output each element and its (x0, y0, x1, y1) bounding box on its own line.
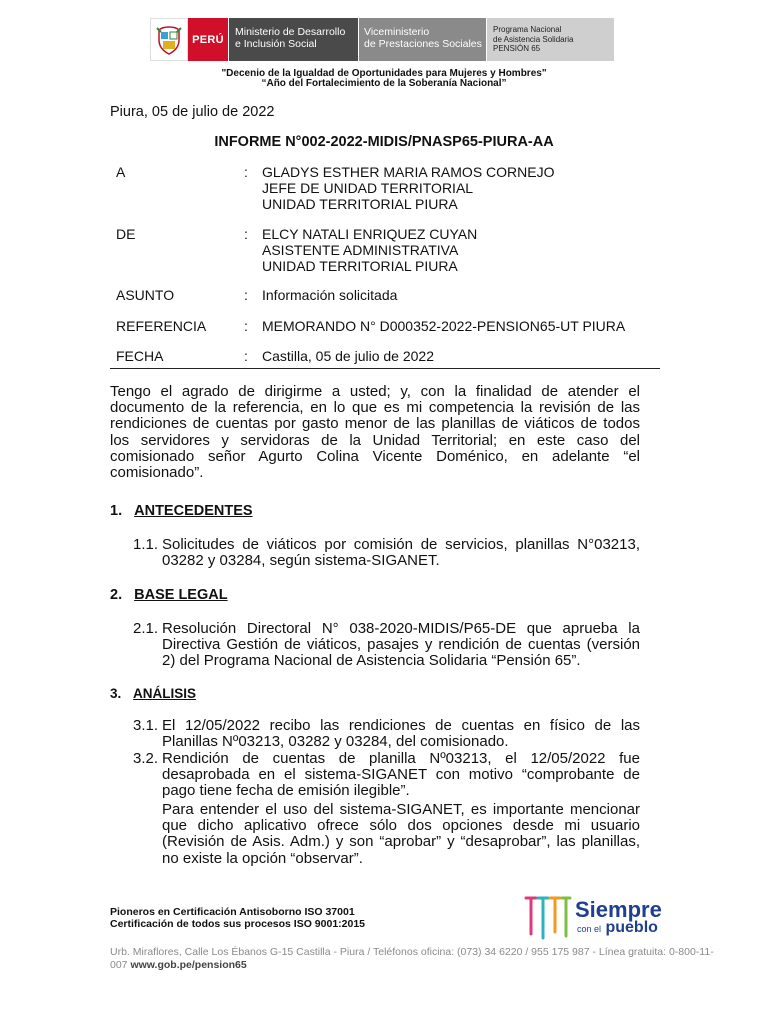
meta-label-a: A (116, 164, 126, 180)
header-divider (110, 368, 660, 369)
meta-value-a (262, 164, 555, 212)
meta-value-referencia: MEMORANDO N° D000352-2022-PENSION65-UT PIURA (262, 318, 626, 334)
meta-label-fecha: FECHA (116, 348, 164, 364)
section-title: ANTECEDENTES (134, 503, 253, 519)
program-line: PENSIÓN 65 (493, 44, 541, 53)
ministry-line: Ministerio de Desarrollo (235, 26, 346, 38)
siempre-logo-icon (522, 894, 572, 942)
section-number: 3. (110, 686, 122, 701)
meta-colon: : (244, 348, 248, 364)
section-title: ANÁLISIS (133, 686, 197, 701)
program-line: Programa Nacional (493, 25, 562, 34)
logo-sub-large: pueblo (605, 919, 658, 936)
item-text: Resolución Directoral N° 038-2020-MIDIS/P65-DE que aprueba la Directiva Gestión de viáticos, pasajes y rendición de cuentas (versión 2) del Programa Nacional de Asistencia Solidaria “Pensión 65”. (162, 620, 640, 670)
meta-label-referencia: REFERENCIA (116, 318, 207, 334)
viceministry-line: Viceministerio (364, 26, 430, 38)
item-text: Solicitudes de viáticos por comisión de servicios, planillas N°03213, 03282 y 03284, según sistema-SIGANET. (162, 536, 640, 570)
footer-address (110, 946, 720, 972)
viceministry-label (358, 18, 486, 61)
section-heading (110, 503, 253, 519)
website-link[interactable]: www.gob.pe/pension65 (130, 959, 247, 971)
item-text: Rendición de cuentas de planilla Nº03213, el 12/05/2022 fue desaprobada en el sistema-SIGANET con motivo “comprobante de pago tiene fecha de emisión ilegible”. (162, 750, 640, 800)
item-text-continued: Para entender el uso del sistema-SIGANET, es importante mencionar que dicho aplicativo ofrece sólo dos opciones desde mi usuario (Revisión de Asis. Adm.) y son “aprobar” y “desaprobar”, las planillas, no existe la opción “observar”. (162, 801, 640, 867)
sender-name: ELCY NATALI ENRIQUEZ CUYAN (262, 226, 478, 242)
item-number: 1.1. (133, 536, 159, 553)
meta-colon: : (244, 287, 248, 303)
logo-sub-small: con el (577, 924, 602, 934)
intro-paragraph: Tengo el agrado de dirigirme a usted; y, con la finalidad de atender el documento de la referencia, en lo que es mi competencia la revisión de las rendiciones de cuentas por gasto menor de las planillas de viáticos de todos los servidores y servidoras de la Unidad Territorial; en este caso del comisionado señor Agurto Colina Vicente Doménico, en adelante “el comisionado”. (110, 383, 640, 482)
viceministry-line: de Prestaciones Sociales (364, 38, 482, 50)
meta-value-de (262, 226, 477, 274)
section-title: BASE LEGAL (134, 587, 228, 603)
place-date: Piura, 05 de julio de 2022 (110, 104, 275, 120)
iso-line: Certificación de todos sus procesos ISO 9001:2015 (110, 918, 366, 930)
year-slogan: “Año del Fortalecimiento de la Soberanía Nacional” (261, 78, 507, 89)
item-text: El 12/05/2022 recibo las rendiciones de cuentas en físico de las Planillas Nº03213, 03282 y 03284, del comisionado. (162, 717, 640, 751)
ministry-line: e Inclusión Social (235, 38, 317, 50)
section-heading (110, 587, 228, 603)
section-number: 2. (110, 587, 123, 603)
program-label (486, 18, 614, 61)
peru-label: PERÚ (188, 18, 228, 61)
meta-value-fecha: Castilla, 05 de julio de 2022 (262, 348, 435, 364)
item-number: 3.1. (133, 717, 159, 734)
recipient-role: JEFE DE UNIDAD TERRITORIAL (262, 180, 474, 196)
siempre-logo-subtext (577, 919, 658, 938)
sender-role: ASISTENTE ADMINISTRATIVA (262, 242, 459, 258)
government-banner (150, 18, 618, 61)
program-line: de Asistencia Solidaria (493, 34, 574, 44)
coat-of-arms-icon (150, 18, 188, 61)
sender-unit: UNIDAD TERRITORIAL PIURA (262, 258, 458, 274)
item-number: 3.2. (133, 750, 159, 767)
item-number: 2.1. (133, 620, 159, 637)
meta-colon: : (244, 164, 248, 180)
meta-colon: : (244, 318, 248, 334)
meta-label-de: DE (116, 226, 136, 242)
meta-value-asunto: Información solicitada (262, 287, 398, 303)
decade-slogan: "Decenio de la Igualdad de Oportunidades para Mujeres y Hombres" (221, 68, 547, 79)
siempre-logo-text: Siempre (575, 897, 662, 922)
recipient-unit: UNIDAD TERRITORIAL PIURA (262, 196, 458, 212)
document-title: INFORME N°002-2022-MIDIS/PNASP65-PIURA-AA (214, 134, 554, 150)
iso-line: Pioneros en Certificación Antisoborno ISO 37001 (110, 906, 355, 918)
ministry-label (228, 18, 358, 61)
meta-colon: : (244, 226, 248, 242)
meta-label-asunto: ASUNTO (116, 287, 175, 303)
section-heading (110, 686, 196, 702)
section-number: 1. (110, 503, 123, 519)
recipient-name: GLADYS ESTHER MARIA RAMOS CORNEJO (262, 164, 555, 180)
address-text: Urb. Miraflores, Calle Los Ébanos G-15 Castilla - Piura / Teléfonos oficina: (073) 34 6220 / 955 175 987 - Línea gratuita: 0-800-11-007 (110, 946, 714, 971)
